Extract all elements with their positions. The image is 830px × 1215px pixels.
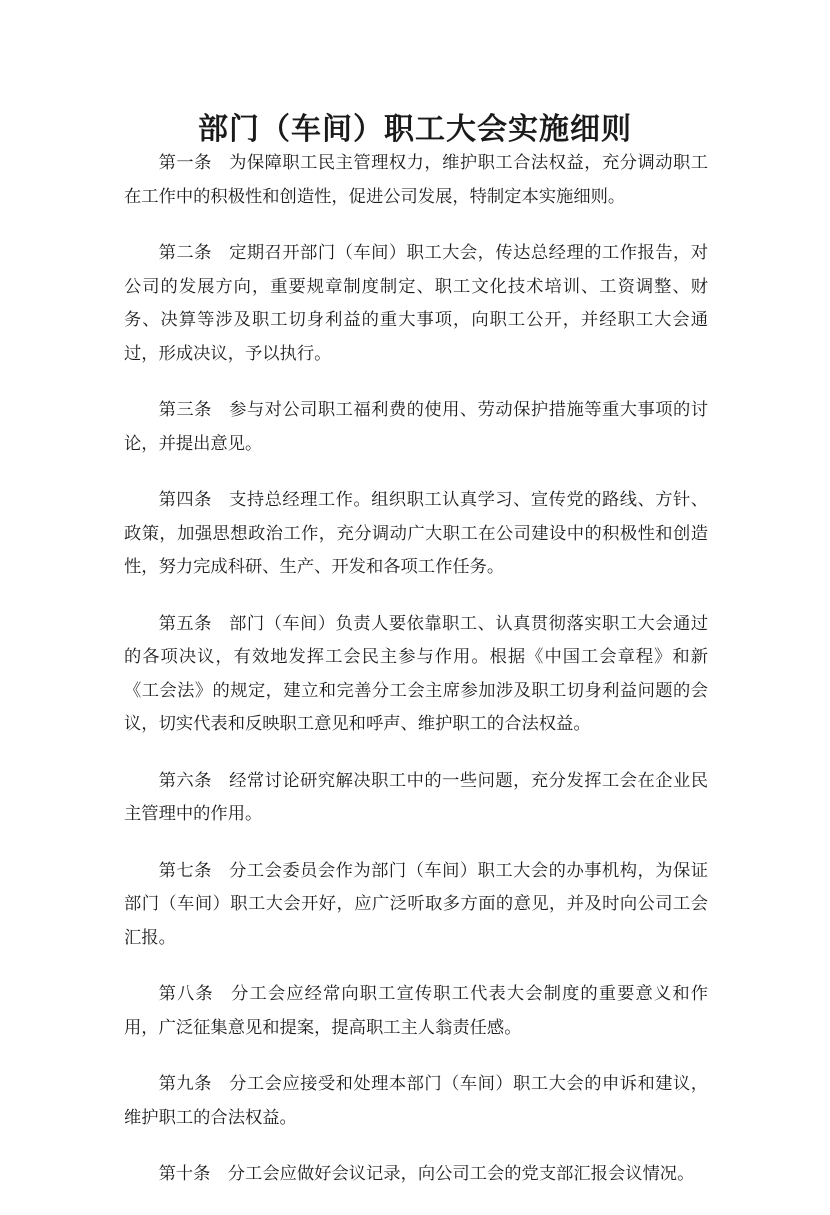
article-label: 第九条 [158,1074,212,1094]
article-text: 经常讨论研究解决职工中的一些问题，充分发挥工会在企业民主管理中的作用。 [124,770,708,824]
article-label: 第二条 [158,243,212,263]
document-body [124,147,708,1215]
article-1 [124,147,708,214]
article-label: 第六条 [158,770,212,791]
article-10 [124,1158,708,1192]
article-text: 支持总经理工作。组织职工认真学习、宣传党的路线、方针、政策，加强思想政治工作，充分调动广大职工在公司建设中的积极性和创造性，努力完成科研、生产、开发和各项工作任务。 [124,490,708,577]
article-text: 分工会应接受和处理本部门（车间）职工大会的申诉和建议，维护职工的合法权益。 [124,1074,708,1128]
article-text: 为保障职工民主管理权力，维护职工合法权益，充分调动职工在工作中的积极性和创造性，促进公司发展，特制定本实施细则。 [124,153,708,207]
article-6 [124,765,708,832]
article-label: 第一条 [158,153,212,173]
article-2 [124,237,708,371]
article-7 [124,855,708,956]
article-text: 定期召开部门（车间）职工大会，传达总经理的工作报告，对公司的发展方向，重要规章制度制定、职工文化技术培训、工资调整、财务、决算等涉及职工切身利益的重大事项，向职工公开，并经职工大会通过，形成决议，予以执行。 [124,243,708,364]
article-label: 第三条 [158,400,212,420]
article-label: 第四条 [158,490,212,510]
page-title: 部门（车间）职工大会实施细则 [198,112,632,147]
article-text: 分工会应经常向职工宣传职工代表大会制度的重要意义和作用，广泛征集意见和提案，提高职工主人翁责任感。 [124,984,708,1038]
article-8 [124,978,708,1045]
article-text: 参与对公司职工福利费的使用、劳动保护措施等重大事项的讨论，并提出意见。 [124,400,708,454]
article-9 [124,1068,708,1135]
article-label: 第五条 [158,613,212,634]
article-label: 第十条 [158,1164,211,1184]
article-text: 部门（车间）负责人要依靠职工、认真贯彻落实职工大会通过的各项决议，有效地发挥工会民主参与作用。根据《中国工会章程》和新《工会法》的规定，建立和完善分工会主席参加涉及职工切身利益问题的会议，切实代表和反映职工意见和呼声、维护职工的合法权益。 [124,613,708,734]
article-3 [124,394,708,461]
article-text: 分工会应做好会议记录，向公司工会的党支部汇报会议情况。 [227,1164,695,1184]
article-label: 第七条 [158,860,212,881]
article-label: 第八条 [158,984,214,1004]
article-4 [124,484,708,585]
article-text: 分工会委员会作为部门（车间）职工大会的办事机构，为保证部门（车间）职工大会开好，应广泛听取多方面的意见，并及时向公司工会汇报。 [124,860,708,948]
article-5 [124,608,708,742]
